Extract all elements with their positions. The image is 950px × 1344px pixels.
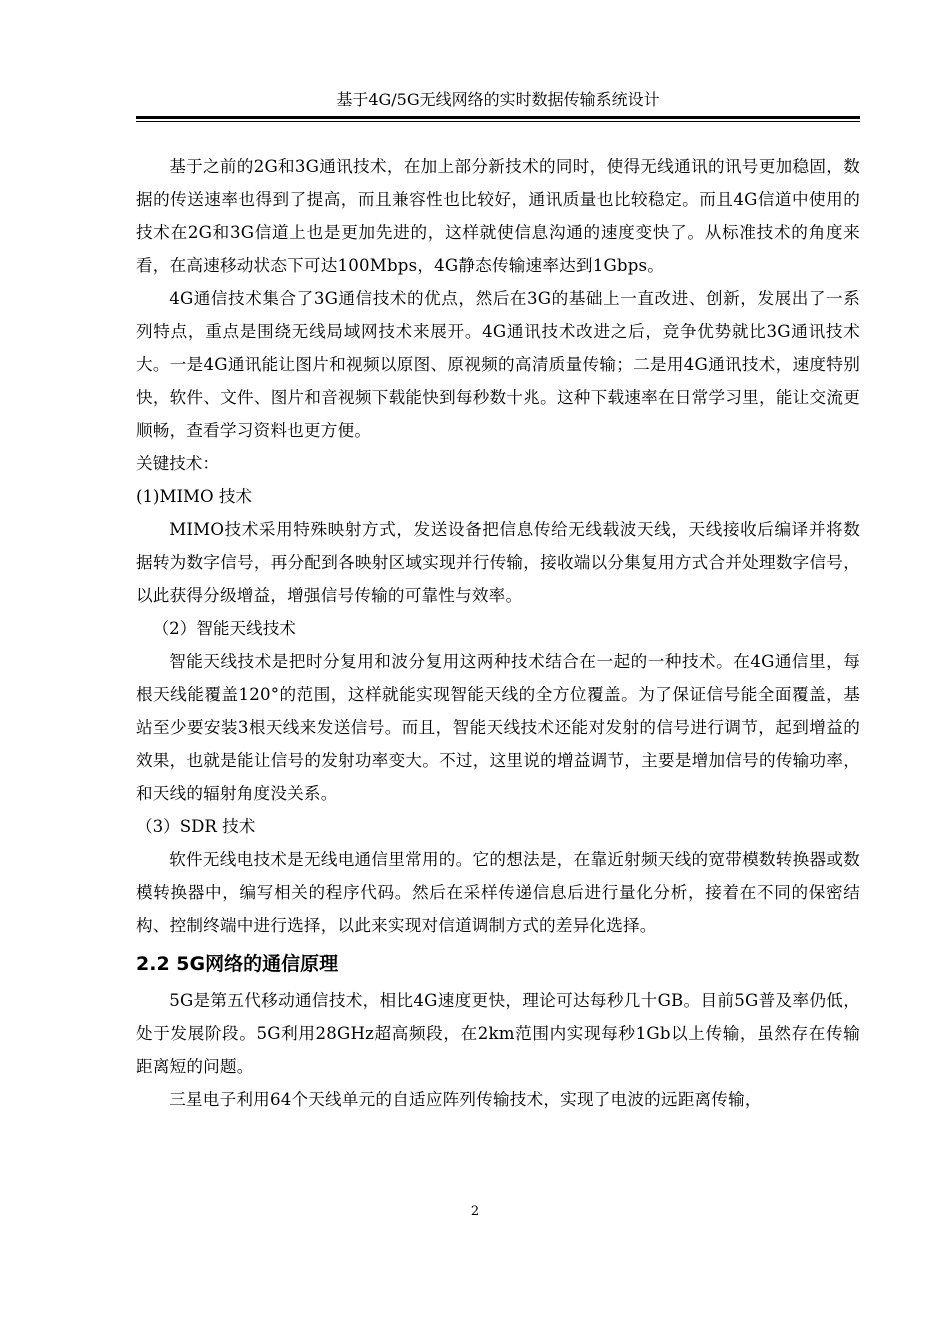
page-body [136,150,860,1116]
paragraph-5g-intro: 5G是第五代移动通信技术，相比4G速度更快，理论可达每秒几十GB。目前5G普及率仍低，处于发展阶段。5G利用28GHz超高频段，在2km范围内实现每秒1Gb以上传输，虽然存在传输距离短的问题。 [136,991,860,1076]
paragraph-4g-features: 4G通信技术集合了3G通信技术的优点，然后在3G的基础上一直改进、创新，发展出了一系列特点，重点是围绕无线局域网技术来展开。4G通讯技术改进之后，竞争优势就比3G通讯技术大。一是4G通讯能让图片和视频以原图、原视频的高清质量传输；二是用4G通讯技术，速度特别快，软件、文件、图片和音视频下载能快到每秒数十兆。这种下载速率在日常学习里，能让交流更顺畅，查看学习资料也更方便。 [136,289,860,440]
subheading-mimo: (1)MIMO 技术 [136,487,253,506]
page-number: 2 [470,1204,480,1219]
key-tech-label: 关键技术： [136,454,219,473]
section-heading-2-2: 2.2 5G网络的通信原理 [136,953,339,975]
paragraph-mimo: MIMO技术采用特殊映射方式，发送设备把信息传给无线载波天线，天线接收后编译并将数据转为数字信号，再分配到各映射区域实现并行传输，接收端以分集复用方式合并处理数字信号，以此获得分级增益，增强信号传输的可靠性与效率。 [136,520,860,605]
header-rule-thin [136,121,860,122]
subheading-sdr: （3）SDR 技术 [136,817,256,836]
header-rule [136,116,860,119]
paragraph-sdr: 软件无线电技术是无线电通信里常用的。它的想法是，在靠近射频天线的宽带模数转换器或数模转换器中，编写相关的程序代码。然后在采样传递信息后进行量化分析，接着在不同的保密结构、控制终端中进行选择，以此来实现对信道调制方式的差异化选择。 [136,850,860,935]
paragraph-smart-antenna: 智能天线技术是把时分复用和波分复用这两种技术结合在一起的一种技术。在4G通信里，每根天线能覆盖120°的范围，这样就能实现智能天线的全方位覆盖。为了保证信号能全面覆盖，基站至少要安装3根天线来发送信号。而且，智能天线技术还能对发射的信号进行调节，起到增益的效果，也就是能让信号的发射功率变大。不过，这里说的增益调节，主要是增加信号的传输功率，和天线的辐射角度没关系。 [136,652,860,803]
paragraph-4g-overview: 基于之前的2G和3G通讯技术，在加上部分新技术的同时，使得无线通讯的讯号更加稳固，数据的传送速率也得到了提高，而且兼容性也比较好，通讯质量也比较稳定。而且4G信道中使用的技术在2G和3G信道上也是更加先进的，这样就使信息沟通的速度变快了。从标准技术的角度来看，在高速移动状态下可达100Mbps，4G静态传输速率达到1Gbps。 [136,157,860,275]
page-header-title: 基于4G/5G无线网络的实时数据传输系统设计 [336,90,660,109]
subheading-smart-antenna: （2）智能天线技术 [152,619,296,638]
paragraph-5g-samsung: 三星电子利用64个天线单元的自适应阵列传输技术，实现了电波的远距离传输， [169,1090,762,1109]
